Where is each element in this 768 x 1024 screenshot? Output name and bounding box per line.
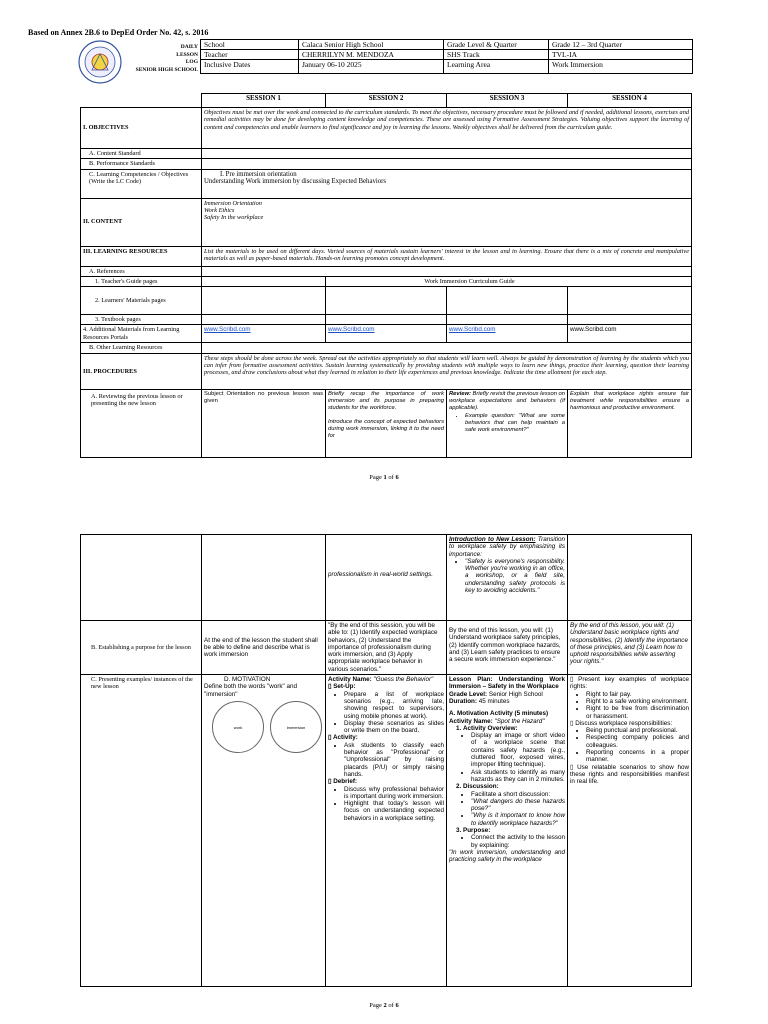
safety-quote: • "Safety is everyone's responsibility. Whether you're working in an office, a workshop, or a field site, understanding safety protocols is key to avoiding accidents." [465, 558, 565, 594]
dll-main-table-page-2 [80, 534, 692, 987]
setup-heading: ▯ Set-Up: [328, 683, 356, 691]
content-line-2: Work Ethics [204, 206, 235, 214]
teacher-label: Teacher [201, 50, 299, 60]
daily-lesson-log-label: DAILY LESSON LOG SENIOR HIGH SCHOOL [135, 44, 198, 73]
debrief-item: • Discuss why professional behavior is important during work immersion. [344, 786, 444, 801]
immersion-circle: immersion [270, 701, 322, 753]
performance-standards-label: B. Performance Standards [81, 159, 202, 169]
review-session-3-text: Review: Briefly revisit the previous lesson on workplace expectations and behaviors (if applicable). [449, 390, 566, 412]
lesson-plan-title: Lesson Plan: Understanding Work Immersion – Safety in the Workplace [449, 676, 565, 691]
objectives-label: I. OBJECTIVES [81, 108, 202, 149]
activity-heading: ▯ Activity: [328, 734, 358, 742]
session-2-header: SESSION 2 [326, 94, 447, 108]
scribd-link-session-3[interactable]: www.Scribd.com [449, 326, 496, 334]
procedures-label: III. PROCEDURES [81, 353, 202, 389]
purpose-session-4: By the end of this lesson, you will: (1) Understand basic workplace rights and responsibilities, (2) Identify the importance of these principles, and (3) Learn how to uphold responsibilities while asserting your rights." [568, 621, 692, 675]
rights-intro: ▯ Present key examples of workplace rights: [570, 676, 690, 691]
purpose-session-3: By the end of this lesson, you will: (1) Understand workplace safety principles, (2) Identify common workplace hazards, and (3) Learn safety practices to ensure a secure work immersion experience." [447, 621, 568, 675]
responsibility-item: • Reporting concerns in a proper manner. [586, 749, 689, 764]
teachers-guide-value: Work Immersion Curriculum Guide [326, 276, 692, 286]
learning-resources-label: III. LEARNING RESOURCES [81, 246, 202, 266]
procedures-guide-text: These steps should be done across the week. Spread out the activities appropriately so that students will learn well. Always be guided by demonstration of learning by the students which you can infer from formative assessment activities. Sustain learning systematically by providing students with multiple ways to learn new things, practice their learning, question their learning processes, and draw conclusions about what they learned in relation to their life experiences and previous knowledge. Indicate the time allotment for each step. [202, 353, 692, 389]
teachers-guide-label: 1. Teacher's Guide pages [81, 276, 202, 286]
area-value: Work Immersion [549, 60, 693, 74]
grade-value: Grade 12 – 3rd Quarter [549, 40, 693, 50]
review-session-2-intro: Introduce the concept of expected behaviors during work immersion, linking it to the need for [328, 418, 444, 440]
content-label: II. CONTENT [81, 198, 202, 246]
work-circle: work [212, 701, 264, 753]
page-2-footer: Page 2 of 6 [369, 1002, 399, 1009]
school-value: Calaca Senior High School [299, 40, 444, 50]
track-value: TVL-IA [549, 50, 693, 60]
session-4-header: SESSION 4 [568, 94, 692, 108]
review-session-2-recap: Briefly recap the importance of work immersion and its purpose in preparing students for the workforce. [328, 390, 444, 412]
review-session-2-continued: professionalism in real-world settings. [326, 535, 447, 621]
competency-line-2: Understanding Work immersion by discussing Expected Behaviors [204, 177, 387, 185]
additional-materials-label: 4. Additional Materials from Learning Resources Portals [81, 325, 202, 343]
setup-item: • Display these scenarios as slides or write them on the board. [344, 720, 444, 735]
dll-main-table [80, 93, 692, 458]
overview-item: • Ask students to identify as many hazards as they can in 2 minutes. [471, 769, 565, 784]
school-info-table [200, 39, 693, 74]
annex-header: Based on Annex 2B.6 to DepEd Order No. 42, s. 2016 [28, 28, 209, 37]
scenarios-note: ▯ Use relatable scenarios to show how these rights and responsibilities manifest in real life. [570, 763, 689, 786]
motivation-title: D. MOTIVATION [224, 676, 271, 684]
right-item: • Right to be free from discrimination or harassment. [586, 705, 689, 720]
scribd-text-session-4: www.Scribd.com [568, 325, 692, 343]
scribd-link-session-2[interactable]: www.Scribd.com [328, 326, 375, 334]
dates-label: Inclusive Dates [201, 60, 299, 74]
activity-name-session-3: Activity Name: "Spot the Hazard" [449, 717, 545, 725]
discussion-heading: 2. Discussion: [463, 783, 565, 790]
learning-competencies-label: C. Learning Competencies / Objectives (Write the LC Code) [81, 169, 202, 198]
scribd-link-session-1[interactable]: www.Scribd.com [204, 326, 251, 334]
motivation-instruction: Define both the words "work" and "immersion" [204, 683, 298, 698]
purpose-quote: "In work immersion, understanding and practicing safety in the workplace [449, 848, 565, 864]
area-label: Learning Area [444, 60, 549, 74]
references-label: A. References [81, 266, 202, 276]
presenting-examples-label: C. Presenting examples/ instances of the new lesson [81, 675, 202, 987]
activity-name-session-2: Activity Name: "Guess the Behavior" [328, 676, 434, 684]
deped-seal-logo [78, 40, 122, 84]
track-label: SHS Track [444, 50, 549, 60]
responsibilities-intro: ▯ Discuss workplace responsibilities: [570, 719, 673, 727]
debrief-heading: ▯ Debrief: [328, 778, 358, 786]
activity-item: • Ask students to classify each behavior as "Professional" or "Unprofessional" by raising placards (P/U) or simply raising hands. [344, 742, 444, 778]
motivation-activity-heading: A. Motivation Activity (5 minutes) [449, 710, 549, 718]
textbook-pages-label: 3. Textbook pages [81, 315, 202, 325]
establishing-purpose-label: B. Establishing a purpose for the lesson [81, 621, 202, 675]
competency-line-1: I. Pre immersion orientation [220, 170, 297, 178]
session-1-header: SESSION 1 [202, 94, 326, 108]
duration-line: Duration: 45 minutes [449, 697, 510, 705]
resources-guide-text: List the materials to be used on different days. Varied sources of materials sustain learners' interest in the lesson and in learning. Ensure that there is a mix of concrete and manipulative materials as well as paper-based materials. Hands-on learning promotes concept development. [202, 246, 692, 266]
content-standard-label: A. Content Standard [81, 149, 202, 159]
activity-overview-heading: 1. Activity Overview: [463, 725, 565, 732]
content-line-1: Immersion Orientation [204, 199, 262, 207]
purpose-item: • Connect the activity to the lesson by explaining: [471, 834, 565, 849]
right-item: • Right to a safe working environment. [586, 698, 689, 705]
dates-value: January 06-10 2025 [299, 60, 444, 74]
debrief-item: • Highlight that today's lesson will focus on understanding expected behaviors in a workplace setting. [344, 800, 444, 822]
teacher-value: CHERRILYN M. MENDOZA [299, 50, 444, 60]
purpose-session-2: "By the end of this session, you will be able to: (1) Identify expected workplace behaviors, (2) Understand the importance of professionalism during work immersion, and (3) Apply appropriate workplace behavior in various scenarios." [326, 621, 447, 675]
session-3-header: SESSION 3 [447, 94, 568, 108]
responsibility-item: • Respecting company policies and colleagues. [586, 734, 689, 749]
discussion-item: • "Why is it important to know how to identify workplace hazards?" [471, 812, 565, 827]
discussion-item: • Facilitate a short discussion: [471, 791, 565, 798]
content-line-3: Safety In the workplace [204, 214, 264, 222]
intro-new-lesson-session-3: Introduction to New Lesson: Transition to workplace safety by emphasizing its importance: [449, 536, 565, 558]
objectives-guide-text: Objectives must be met over the week and connected to the curriculum standards. To meet the objectives, necessary procedure must be followed and if needed, additional lessons, exercises and remedial activities may be done for developing content knowledge and competencies. These are assessed using Formative Assessment Strategies. Valuing objectives support the learning of content and competencies and enable learners to find significance and joy in learning the lessons. Weekly objectives shall be delivered from the curriculum guide. [202, 108, 692, 149]
discussion-item: • "What dangers do these hazards pose?" [471, 798, 565, 813]
responsibility-item: • Being punctual and professional. [586, 727, 689, 734]
review-session-3-question: • Example question: "What are some behaviors that can help maintain a safe work environment?" [465, 413, 565, 435]
school-label: School [201, 40, 299, 50]
page-1-footer: Page 1 of 6 [369, 474, 399, 481]
overview-item: • Display an image or short video of a workplace scene that contains safety hazards (e.g., cluttered floor, exposed wires, improper lifting technique). [471, 732, 565, 768]
learners-materials-label: 2. Learners' Materials pages [81, 287, 202, 315]
purpose-heading: 3. Purpose: [463, 827, 565, 834]
purpose-session-1: At the end of the lesson the student shall be able to define and describe what is work immersion [202, 621, 326, 675]
review-session-1: Subject Orientation no previous lesson was given [202, 389, 326, 457]
right-item: • Right to fair pay. [586, 691, 689, 698]
grade-label: Grade Level & Quarter [444, 40, 549, 50]
review-session-4: Explain that workplace rights ensure fair treatment while responsibilities ensure a harmonious and productive environment. [568, 389, 692, 457]
setup-item: • Prepare a list of workplace scenarios (e.g., arriving late, showing respect to supervisors, using mobile phones at work). [344, 691, 444, 720]
other-resources-label: B. Other Learning Resources [81, 343, 202, 353]
bullet-glyph: ▯ [328, 683, 334, 691]
grade-level-line: Grade Level: Senior High School [449, 690, 543, 698]
reviewing-previous-lesson-label: A. Reviewing the previous lesson or presenting the new lesson [81, 389, 202, 457]
